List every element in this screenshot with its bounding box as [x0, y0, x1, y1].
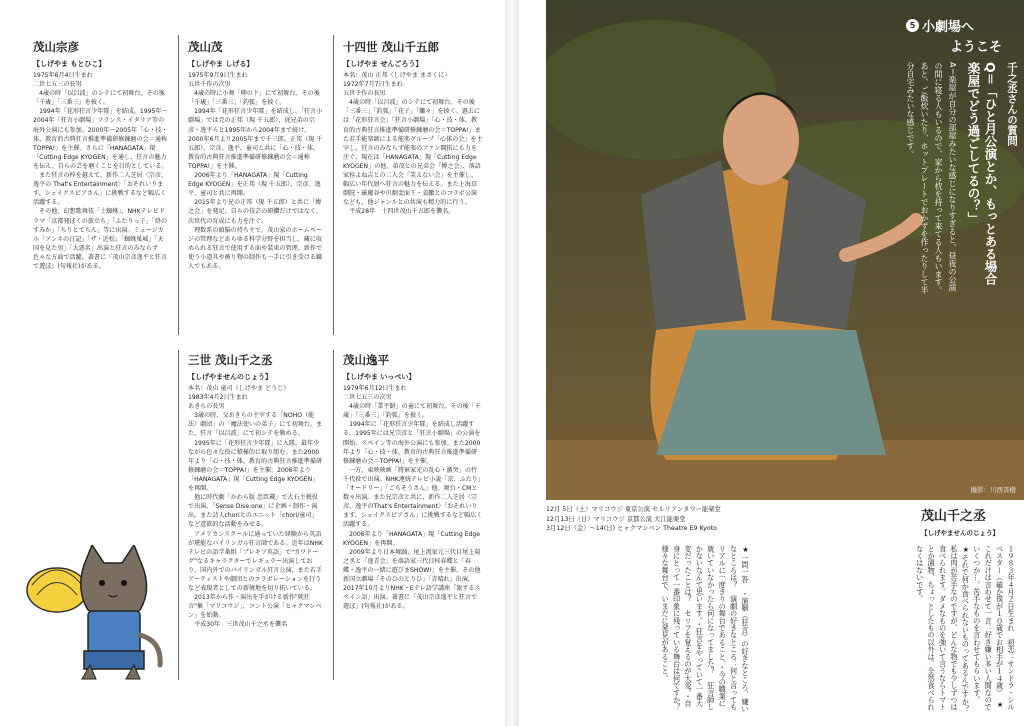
profile-paragraph: 2006年より「HANAGATA」現「Cutting Edge KYOGEN」を再開。	[343, 530, 481, 547]
profile-paragraph: 他に時代劇「かわら版 忠臣蔵」で大石主税役で出演、「Sense Dise:one」に企画・制作・演出。また詩人choriとのユニット「chori/童司」など意欲的な活動をみせる。	[188, 494, 318, 529]
profile-reading: 【しげやま せんごろう】	[343, 60, 423, 68]
profile-name: 三世 茂山千之丞	[188, 353, 273, 367]
interview-column	[757, 545, 1017, 720]
profile-meta: 1975年6月4日生まれ	[33, 72, 93, 79]
profile-reading: 【しげやま しげる】	[188, 60, 254, 68]
qa-question: Q＝「ひと月公演とか、もっとある場合 楽屋でどう過ごしてるの？」	[966, 62, 998, 298]
corner-title-line2: ようこそ	[950, 40, 1003, 55]
column-divider	[178, 35, 179, 335]
profile-meta: 1983年4月2日生まれ	[188, 394, 248, 402]
profile-meta: 二世七五三の次男	[343, 394, 392, 402]
corner-title	[906, 16, 1024, 64]
qa-answer: A＝楽屋が自分の部屋みたいな感じになりすぎると、昼夜の公演の間に寝る人もいるので、家から枕を持って来てる人もいます。あと、ご飯炊いたり、ホットプレートでおかずを作ったりして半分自宅みたいな感じです。	[906, 62, 957, 294]
profile-paragraph: 平成28年 十四世茂山千五郎を襲名。	[349, 208, 455, 216]
interview-text: ★一問一答 ・演劇（狂言）の好きなところ、嫌いなところは？ 演劇の好きなところ：何と言ってもリアルに一度きりの舞台であること。・今の職業に就いていなかったら何になってました？ 狂言師しかないなんて思います。・狂言をやっていて一番大変だったことは？ セリフを覚えるのが大変。・自身にとって一番印象に残っている舞台は何ですか？ 様々な舞台で、いまだに発見があること。	[661, 545, 750, 718]
profile-shigeru	[188, 40, 323, 271]
cat-eye	[99, 580, 105, 586]
profile-paragraph: 2015年より兄の正邦（現 千五郎）と共に「傅之会」を発足。自らの技芸の研鑽だけではなく、次世代の育成にも力を注ぐ。	[188, 199, 322, 225]
column-divider	[333, 350, 334, 680]
profile-paragraph: 1994年「花形狂言少年隊」を結成し、「狂言小劇場」では完の正邦（現 千五郎）、従兄弟の宗彦・逸平らと1995年から2004年まで続け、2000年6月より2005年まで千三郎、正邦（現 千五郎）、宗彦、逸平、童司と共に「心・技・体、教育的古典狂言推進準備研修錬磨の会＝通称TOPPA!」を主催。	[188, 108, 323, 170]
profile-meta: 本名：茂山 正邦（しげやま まさくに）	[343, 72, 451, 79]
page-gutter	[505, 0, 519, 726]
profile-meta: 1979年6月12日生まれ	[343, 385, 407, 392]
profile-reading: 【しげやま もとひこ】	[33, 60, 106, 68]
profile-meta: 五世千作の次男	[188, 81, 231, 89]
corner-number: 5	[906, 19, 919, 32]
interview-name: 茂山千之丞	[921, 509, 987, 524]
profile-paragraph: その他、幻想歌舞伎「土蜘蛛」、NHKテレビドラマ「京都発ぼくの旅立ち」「ふたりっ子」「終のすみか」「ちりとてちん」等に出演。ミュージカル「アンネの日記」「ザ・近松」「蜘蛛巣城」「天国を見た男」「大悪名」出演と狂言のみならず色々な方面で活躍。著書に『茂山宗彦逸平と狂言で遊ぼ』(句報社)がある。	[33, 208, 168, 270]
profile-paragraph: 2009年より日本舞踊、尾上流家元三代目尾上菊之丞と「逸青会」を落語家三代目桂春蝶と「春蝶・逸平の一緒に遊びまSHOW!」を主催。その他新国立劇場「そのひのとりひ」「青晴れ」出演。2017年10月よりNHK・Eテレ語学講座「旅するスペイン語」出演。著書に「茂山宗彦逸平と狂言で遊ぼ」(句報社)がある。	[343, 548, 481, 611]
profile-name: 茂山茂	[188, 40, 223, 54]
qa-block	[819, 62, 1019, 297]
column-divider	[333, 35, 334, 335]
profile-meta: 二世七五三の長男	[33, 81, 82, 89]
performer-face	[723, 95, 799, 185]
performance-item: 3月12日（金）〜14(日) ヒャクマンベン Theatre E9 Kyoto	[546, 525, 718, 532]
profile-paragraph: 平成30年 三世茂山千之丞を襲名	[194, 621, 288, 629]
profile-sennojo	[188, 353, 323, 630]
column-divider	[178, 350, 179, 680]
profile-paragraph: 3歳の時、父あきらの主宰する「NOHO（能法）劇団」の「魔法使いの弟子」にて初舞台。また、狂言「以呂波」にて初シテを勤める。	[188, 412, 323, 438]
interview-text: １９８３年４月２日生まれ 初恋：サンドラ・シルベスター（確か僕が１０歳でお相手が１４歳） ★これだけは言わせて一言：好き嫌い多い人間なのでいくつか…。苦手なものを言わせてもらいます。	[972, 545, 1016, 711]
profile-sengoro	[343, 40, 483, 217]
profile-reading: 【しげやま いっぺい】	[343, 373, 416, 381]
performance-schedule	[546, 505, 721, 534]
profile-paragraph: 2006年より「HANAGATA」現「Cutting Edge KYOGEN」を正邦（現 千五郎）、宗彦、逸平、童司と共に再開。	[188, 172, 321, 198]
right-page	[519, 0, 1024, 726]
interview-name-block	[921, 505, 999, 537]
profile-paragraph: 理数系の頭脳の持ち主で、茂山家のホームページの管理などあらゆる科学分野を担当し、蔵に収められる狂言で使用する面や装束の管理、新作で使う小道具や被り物の制作も一手に引き受ける職人でもある。	[188, 226, 323, 270]
cat-head	[81, 545, 147, 617]
profile-meta: 本名：茂山 童司（しげやま どうじ）	[188, 385, 290, 392]
profile-name: 茂山宗彦	[33, 40, 79, 54]
profile-paragraph: アメリカンスクールに通っていた経験から英語が堪能なバイリンガル狂言師である。近年はNHKテレビの語学番組「プレキソ英語」で"カワドーグ"なるキャラクターでレギュラー出演しており、国内外でのバイリンガル狂言公演、また若手アーティストや劇団とのコラボレーションを行うなど表現者としての新境地を切り拓いている。	[188, 530, 324, 593]
profile-paragraph: 2013年から作・演出を手がける新作"純狂言"集「マリコウジ」、コント公演「ヒャクマンベン」を始動。	[188, 594, 322, 620]
performance-item: 12月 5日（土）マリコウジ 東京公演 セルリアンタワー能楽堂	[546, 506, 721, 513]
profile-paragraph: 4歳の時「以呂波」のシテにて初舞台。その後「三番三」「釣狐」「花子」「獅々」を披く。過去には「花形狂言会」「狂言小劇場」「心・技・体、教育的古典狂言推進準備研修錬磨の会＝TOPPA!」また若手能楽師による能楽グループ「心体の会」を主宰し、狂言のみならず能楽のファン開拓にも力を注ぐ。現在は「HANAGATA」現「Cutting Edge KYOGEN」の他、弟茂との兄弟会「傅之会」、落語家桂よね吉との二人会「笑えない会」を主催し、幅広い年代層へ狂言の魅力を伝える。また上海京劇院・厳慶谷や川劇変面王・姜鵬とのコラボ公演なども、他ジャンルとの共演も精力的に行う。	[343, 99, 483, 207]
profile-paragraph: 4歳の時「以呂波」のシテにて初舞台。その後「千歳」「三番三」を披く。	[33, 90, 165, 107]
profile-motohiko	[33, 40, 168, 271]
interview-reading: 【しげやませんのじょう】	[921, 529, 999, 537]
corner-title-line1: 小劇場へ	[922, 20, 975, 35]
interview-column	[541, 545, 751, 718]
profile-reading: 【しげやませんのじょう】	[188, 373, 272, 381]
interview-text: ★それで何か食べられないものってあるんですか？ 私は肉が苦手なのですが、どんな物でも少しずつは食べられます。ダメなものを強いて言うならトマトとか漬物、ちょっとしたもの以外は、全然食べられなくはないです。	[915, 545, 971, 720]
stage-photo	[546, 0, 1024, 500]
profile-paragraph: 1995年に「花形狂言少年隊」に入隊。最年少ながら色々な役に積極的に取り組む。また2000年より「心・技・体、教育的古典狂言推進準備研修錬磨の会＝TOPPA!」を主催。2006年より「HANAGATA」現「Cutting Edge KYOGEN」を再開。	[188, 439, 323, 493]
profile-name: 十四世 茂山千五郎	[343, 40, 440, 54]
profile-meta: 1972年7月7日生まれ	[343, 81, 403, 89]
profile-paragraph: 1994年「花形狂言少年隊」を結成。1995年〜2004年「狂言小劇場」フランス・イタリア等の海外公演にも参加。2000年〜2005年「心・技・体、教育的古典狂言推進準備研修錬磨の会＝通称TOPPA!」を主催。さらに「HANAGATA」現「Cutting Edge KYOGEN」を通し、狂言の魅力を伝え、自らの芸を磨くことを目的としている。	[33, 108, 168, 170]
profile-paragraph: 1994年に「花形狂言少年隊」を結成し活躍する。1995年には兄宗彦と「狂言小劇場」の公演を開始。スペイン等の海外公演にも参加。また2000年より「心・技・体、教育的古典狂言推進準備研修錬磨の会＝TOPPA!」を主催。	[343, 421, 481, 465]
profile-meta: あきらの長男	[188, 403, 225, 411]
qa-title: 千之丞さんの質問	[1006, 62, 1018, 146]
profile-name: 茂山逸平	[343, 353, 389, 367]
profile-meta: 1975年9月9日生まれ	[188, 72, 248, 79]
profile-paragraph: 4歳の時「業平餅」の童にて初舞台。その後「千歳」「三番三」「釣狐」を披く。	[343, 403, 481, 420]
photo-credit: 撮影：川西善樹	[970, 486, 1016, 494]
profile-ippei	[343, 353, 483, 611]
fan-shape	[27, 568, 87, 612]
cat-mascot-illustration	[22, 545, 172, 685]
hakama	[656, 330, 886, 455]
profile-paragraph: また狂言の枠を越えて、新作二人芝居〈宗彦、逸平の That's Entertainment〉「おそれいります、シェイクスピアさん」に挑戦するなど幅広く活躍する。	[33, 172, 167, 207]
performance-item: 12月13日（日）マリコウジ 京都公演 大江能楽堂	[546, 515, 686, 523]
left-page	[0, 0, 505, 726]
profile-paragraph: 4歳の時に小舞「柳の下」にて初舞台。その後「千歳」「三番三」「釣狐」を披く。	[188, 90, 320, 107]
profile-paragraph: 一方、東映映画「將軍家光の乱心・激突」の竹千代役で出演。NHK連続テレビ小説「京、ふたり」「オードリー」「ごちそうさん」他、舞台・CMと数々出演。また兄宗彦と共に、新作二人芝居〈宗彦、逸平のThat's Entertainment〉「おそれいります、シェイクスピアさん」に挑戦するなど幅広く活躍する。	[343, 466, 483, 529]
profile-meta: 五世千作の長男	[343, 90, 386, 98]
cat-eye	[121, 580, 127, 586]
